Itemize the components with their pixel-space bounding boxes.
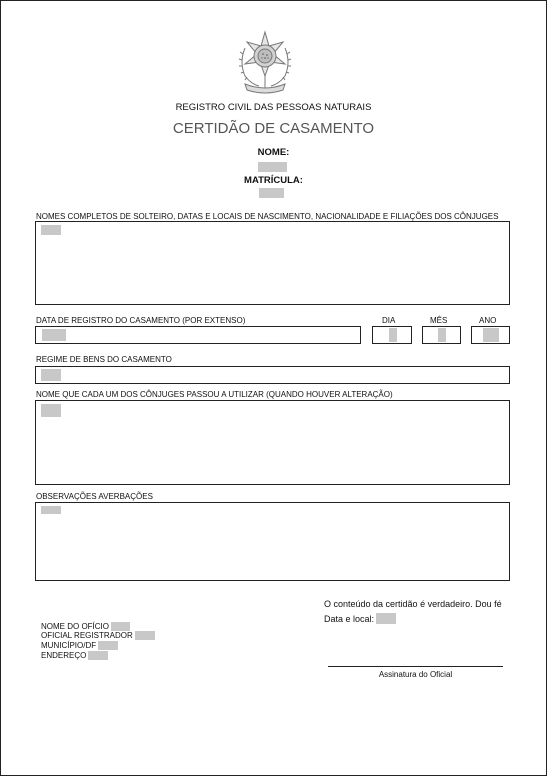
registration-date-field[interactable]: [35, 326, 361, 344]
signature-label: Assinatura do Oficial: [378, 670, 453, 679]
new-name-placeholder: [41, 404, 61, 417]
date-place-label: Data e local:: [324, 614, 375, 624]
spouses-field[interactable]: [35, 221, 510, 305]
registration-date-placeholder: [42, 329, 66, 341]
new-name-field[interactable]: [35, 400, 510, 485]
month-placeholder: [438, 328, 446, 342]
attestation-text: O conteúdo da certidão é verdadeiro. Dou fé: [324, 599, 502, 609]
registrar-placeholder: [135, 631, 155, 640]
day-label: DIA: [382, 316, 396, 325]
new-name-label: NOME QUE CADA UM DOS CÔNJUGES PASSOU A UTILIZAR (QUANDO HOUVER ALTERAÇÃO): [36, 390, 393, 399]
property-regime-label: REGIME DE BENS DO CASAMENTO: [36, 355, 172, 364]
observations-label: OBSERVAÇÕES AVERBAÇÕES: [36, 492, 153, 501]
address-label: ENDEREÇO: [41, 651, 87, 660]
office-name-placeholder: [111, 622, 130, 631]
property-regime-placeholder: [41, 369, 61, 381]
month-label: MÊS: [430, 316, 448, 325]
page-title: CERTIDÃO DE CASAMENTO: [172, 120, 375, 137]
day-placeholder: [389, 328, 397, 342]
registrar-label: OFICIAL REGISTRADOR: [41, 631, 133, 640]
matricula-value-placeholder: [259, 188, 284, 198]
year-label: ANO: [479, 316, 497, 325]
brazil-coat-of-arms-icon: [237, 28, 293, 94]
office-name-label: NOME DO OFÍCIO: [41, 622, 109, 631]
observations-field[interactable]: [35, 502, 510, 581]
name-value-placeholder: [258, 162, 287, 172]
spouses-value-placeholder: [41, 225, 61, 235]
date-place-placeholder: [376, 613, 396, 624]
spouses-section-label: NOMES COMPLETOS DE SOLTEIRO, DATAS E LOCAIS DE NASCIMENTO, NACIONALIDADE E FILIAÇÕES DOS CÔNJUGES: [36, 212, 499, 221]
registration-date-label: DATA DE REGISTRO DO CASAMENTO (POR EXTENSO): [36, 316, 246, 325]
month-field[interactable]: [422, 326, 461, 344]
year-field[interactable]: [471, 326, 510, 344]
property-regime-field[interactable]: [35, 366, 510, 384]
matricula-label: MATRÍCULA:: [244, 175, 303, 186]
municipality-label: MUNICÍPIO/DF: [41, 641, 97, 650]
day-field[interactable]: [372, 326, 412, 344]
signature-line: [328, 666, 503, 667]
name-label: NOME:: [257, 147, 290, 158]
municipality-placeholder: [98, 641, 118, 650]
address-placeholder: [88, 651, 108, 660]
observations-placeholder: [41, 506, 61, 514]
year-placeholder: [483, 328, 499, 342]
registry-heading: REGISTRO CIVIL DAS PESSOAS NATURAIS: [175, 102, 372, 113]
